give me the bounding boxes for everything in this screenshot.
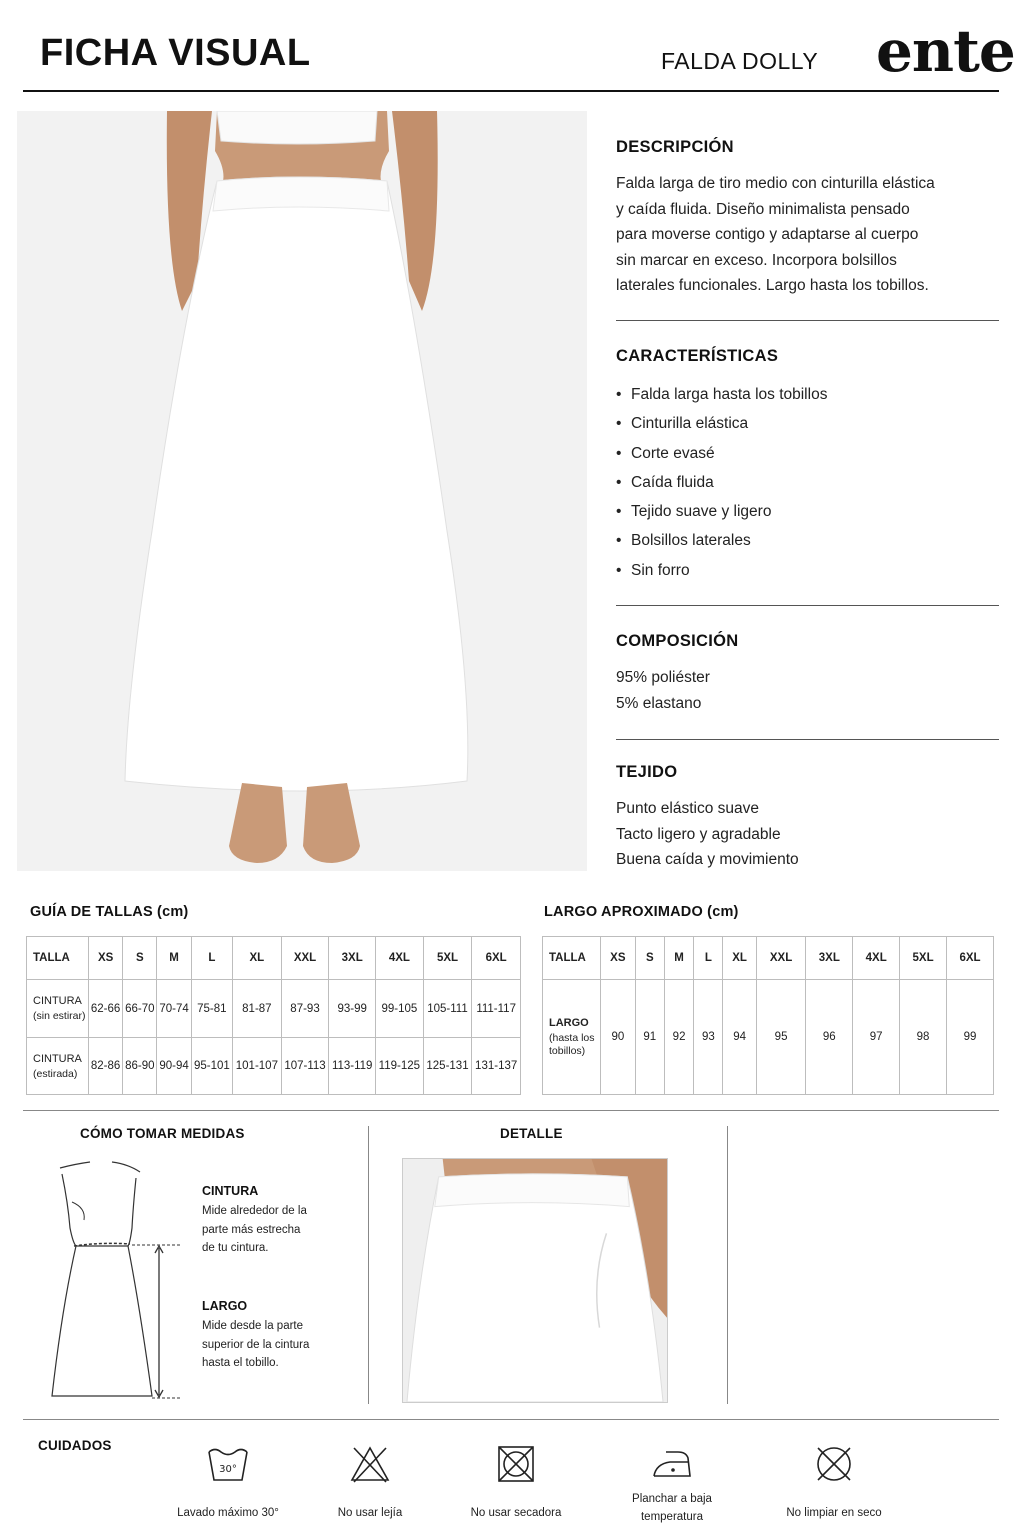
table-header-cell: 5XL [900,937,947,980]
table-header-cell: L [191,937,232,980]
table-cell: 75-81 [191,980,232,1038]
table-header-cell: S [635,937,664,980]
section-divider [23,1419,999,1420]
measure-waist-line: parte más estrecha [202,1223,301,1236]
table-row-label [543,980,601,1095]
no-bleach-icon [348,1444,392,1484]
wash-30-icon [206,1444,250,1484]
care-item-dry-clean [764,1444,904,1534]
table-cell: 66-70 [123,980,157,1038]
row-label: LARGO [549,1017,589,1029]
fabric-line: Buena caída y movimiento [616,851,799,868]
care-item-iron [602,1444,742,1534]
table-header-row [543,937,994,980]
description-line: sin marcar en exceso. Incorpora bolsillos [616,251,897,269]
description-line: Falda larga de tiro medio con cinturilla elástica [616,175,935,192]
care-label: Planchar a baja [632,1493,712,1505]
description-line: para moverse contigo y adaptarse al cuerpo [616,226,919,243]
description-section [616,138,999,299]
description-line: y caída fluida. Diseño minimalista pensado [616,200,910,218]
table-cell: 99-105 [376,980,424,1038]
row-label: CINTURA [33,995,82,1007]
table-header-cell: XXL [281,937,329,980]
table-header-cell: 6XL [947,937,994,980]
table-header-cell: TALLA [543,937,601,980]
table-header-cell: TALLA [27,937,89,980]
fabric-section [616,763,999,873]
detail-photo [402,1158,668,1403]
care-item-bleach [300,1444,440,1534]
length-guide-title: LARGO APROXIMADO (cm) [544,904,739,920]
section-divider [616,605,999,606]
care-label: temperatura [640,1511,703,1523]
section-divider [616,739,999,740]
table-cell: 107-113 [281,1038,329,1095]
list-item: • Caída fluida [616,468,999,497]
list-item: • Falda larga hasta los tobillos [616,380,999,409]
table-header-cell: 4XL [853,937,900,980]
table-cell: 93 [694,980,723,1095]
table-cell: 105-111 [423,980,472,1038]
measure-diagram-icon [40,1158,190,1406]
table-cell: 90 [601,980,636,1095]
table-cell: 95 [756,980,806,1095]
care-label: No limpiar en seco [786,1507,882,1519]
table-cell: 94 [723,980,756,1095]
table-header-row [27,937,521,980]
features-heading: CARACTERÍSTICAS [616,347,779,365]
no-dry-clean-icon [812,1444,856,1484]
fabric-line: Tacto ligero y agradable [616,825,781,843]
fabric-heading: TEJIDO [616,763,678,781]
measure-length-line: Mide desde la parte [202,1320,304,1332]
composition-line: 95% poliéster [616,669,710,686]
product-name: FALDA DOLLY [661,48,819,74]
page-title: FICHA VISUAL [40,32,311,74]
row-sublabel: (estirada) [33,1067,78,1080]
table-header-cell: XXL [756,937,806,980]
table-cell: 113-119 [329,1038,376,1095]
list-item: • Sin forro [616,556,999,585]
measure-length [202,1299,342,1373]
table-cell: 90-94 [157,1038,191,1095]
care-item-dryer [446,1444,586,1534]
table-cell: 82-86 [89,1038,123,1095]
measure-waist-heading: CINTURA [202,1184,259,1198]
table-row [27,980,521,1038]
how-to-measure-title: CÓMO TOMAR MEDIDAS [80,1126,245,1141]
table-cell: 86-90 [123,1038,157,1095]
measure-length-line: hasta el tobillo. [202,1357,279,1369]
list-item: • Tejido suave y ligero [616,497,999,526]
composition-section [616,632,999,716]
care-label: No usar lejía [337,1507,403,1519]
detail-title: DETALLE [500,1126,563,1141]
measure-waist-line: Mide alrededor de la [202,1205,307,1217]
care-title: CUIDADOS [38,1438,112,1453]
column-divider [368,1126,369,1404]
table-cell: 93-99 [329,980,376,1038]
table-cell: 91 [635,980,664,1095]
fabric-line: Punto elástico suave [616,800,760,817]
table-header-cell: XS [601,937,636,980]
table-cell: 62-66 [89,980,123,1038]
features-list [616,380,999,585]
column-divider [727,1126,728,1404]
table-cell: 101-107 [233,1038,282,1095]
table-header-cell: 6XL [472,937,521,980]
table-cell: 131-137 [472,1038,521,1095]
table-row-label [27,980,89,1038]
section-divider [616,320,999,321]
wash-temp-label: 30° [219,1464,237,1475]
header-divider [23,90,999,92]
measure-waist-line: de tu cintura. [202,1242,269,1254]
table-cell: 99 [947,980,994,1095]
table-header-cell: 3XL [329,937,376,980]
measure-waist [202,1184,342,1258]
care-label: Lavado máximo 30° [177,1507,279,1519]
no-tumble-dry-icon [494,1444,538,1484]
table-row [543,980,994,1095]
table-cell: 92 [664,980,693,1095]
measure-length-line: superior de la cintura [202,1338,310,1351]
list-item: • Corte evasé [616,439,999,468]
table-cell: 111-117 [472,980,521,1038]
table-header-cell: L [694,937,723,980]
table-header-cell: 4XL [376,937,424,980]
table-header-cell: M [664,937,693,980]
table-cell: 70-74 [157,980,191,1038]
description-heading: DESCRIPCIÓN [616,138,734,156]
description-line: laterales funcionales. Largo hasta los tobillos. [616,277,929,294]
row-sublabel: tobillos) [549,1045,586,1057]
table-row-label [27,1038,89,1095]
table-cell: 98 [900,980,947,1095]
list-item: • Bolsillos laterales [616,526,999,555]
table-cell: 97 [853,980,900,1095]
table-cell: 87-93 [281,980,329,1038]
care-label: No usar secadora [470,1507,562,1519]
table-header-cell: 3XL [806,937,853,980]
row-label: CINTURA [33,1052,82,1065]
table-cell: 95-101 [191,1038,232,1095]
list-item: • Cinturilla elástica [616,409,999,438]
section-divider [23,1110,999,1111]
composition-heading: COMPOSICIÓN [616,632,739,650]
table-cell: 81-87 [233,980,282,1038]
length-guide-table [542,936,994,1095]
row-sublabel: (sin estirar) [33,1010,86,1022]
table-cell: 119-125 [376,1038,424,1095]
table-header-cell: XS [89,937,123,980]
table-row [27,1038,521,1095]
features-section [616,347,999,585]
table-cell: 125-131 [423,1038,472,1095]
table-cell: 96 [806,980,853,1095]
table-header-cell: XL [233,937,282,980]
size-guide-title: GUÍA DE TALLAS (cm) [30,904,189,920]
product-photo [17,111,587,871]
row-sublabel: (hasta los [549,1032,595,1044]
table-header-cell: S [123,937,157,980]
table-header-cell: M [157,937,191,980]
brand-logo: ente [876,17,1015,85]
size-guide-table [26,936,521,1095]
composition-line: 5% elastano [616,694,702,712]
table-header-cell: 5XL [423,937,472,980]
table-header-cell: XL [723,937,756,980]
iron-low-icon [648,1444,696,1484]
care-item-wash [158,1444,298,1534]
measure-length-heading: LARGO [202,1299,248,1313]
